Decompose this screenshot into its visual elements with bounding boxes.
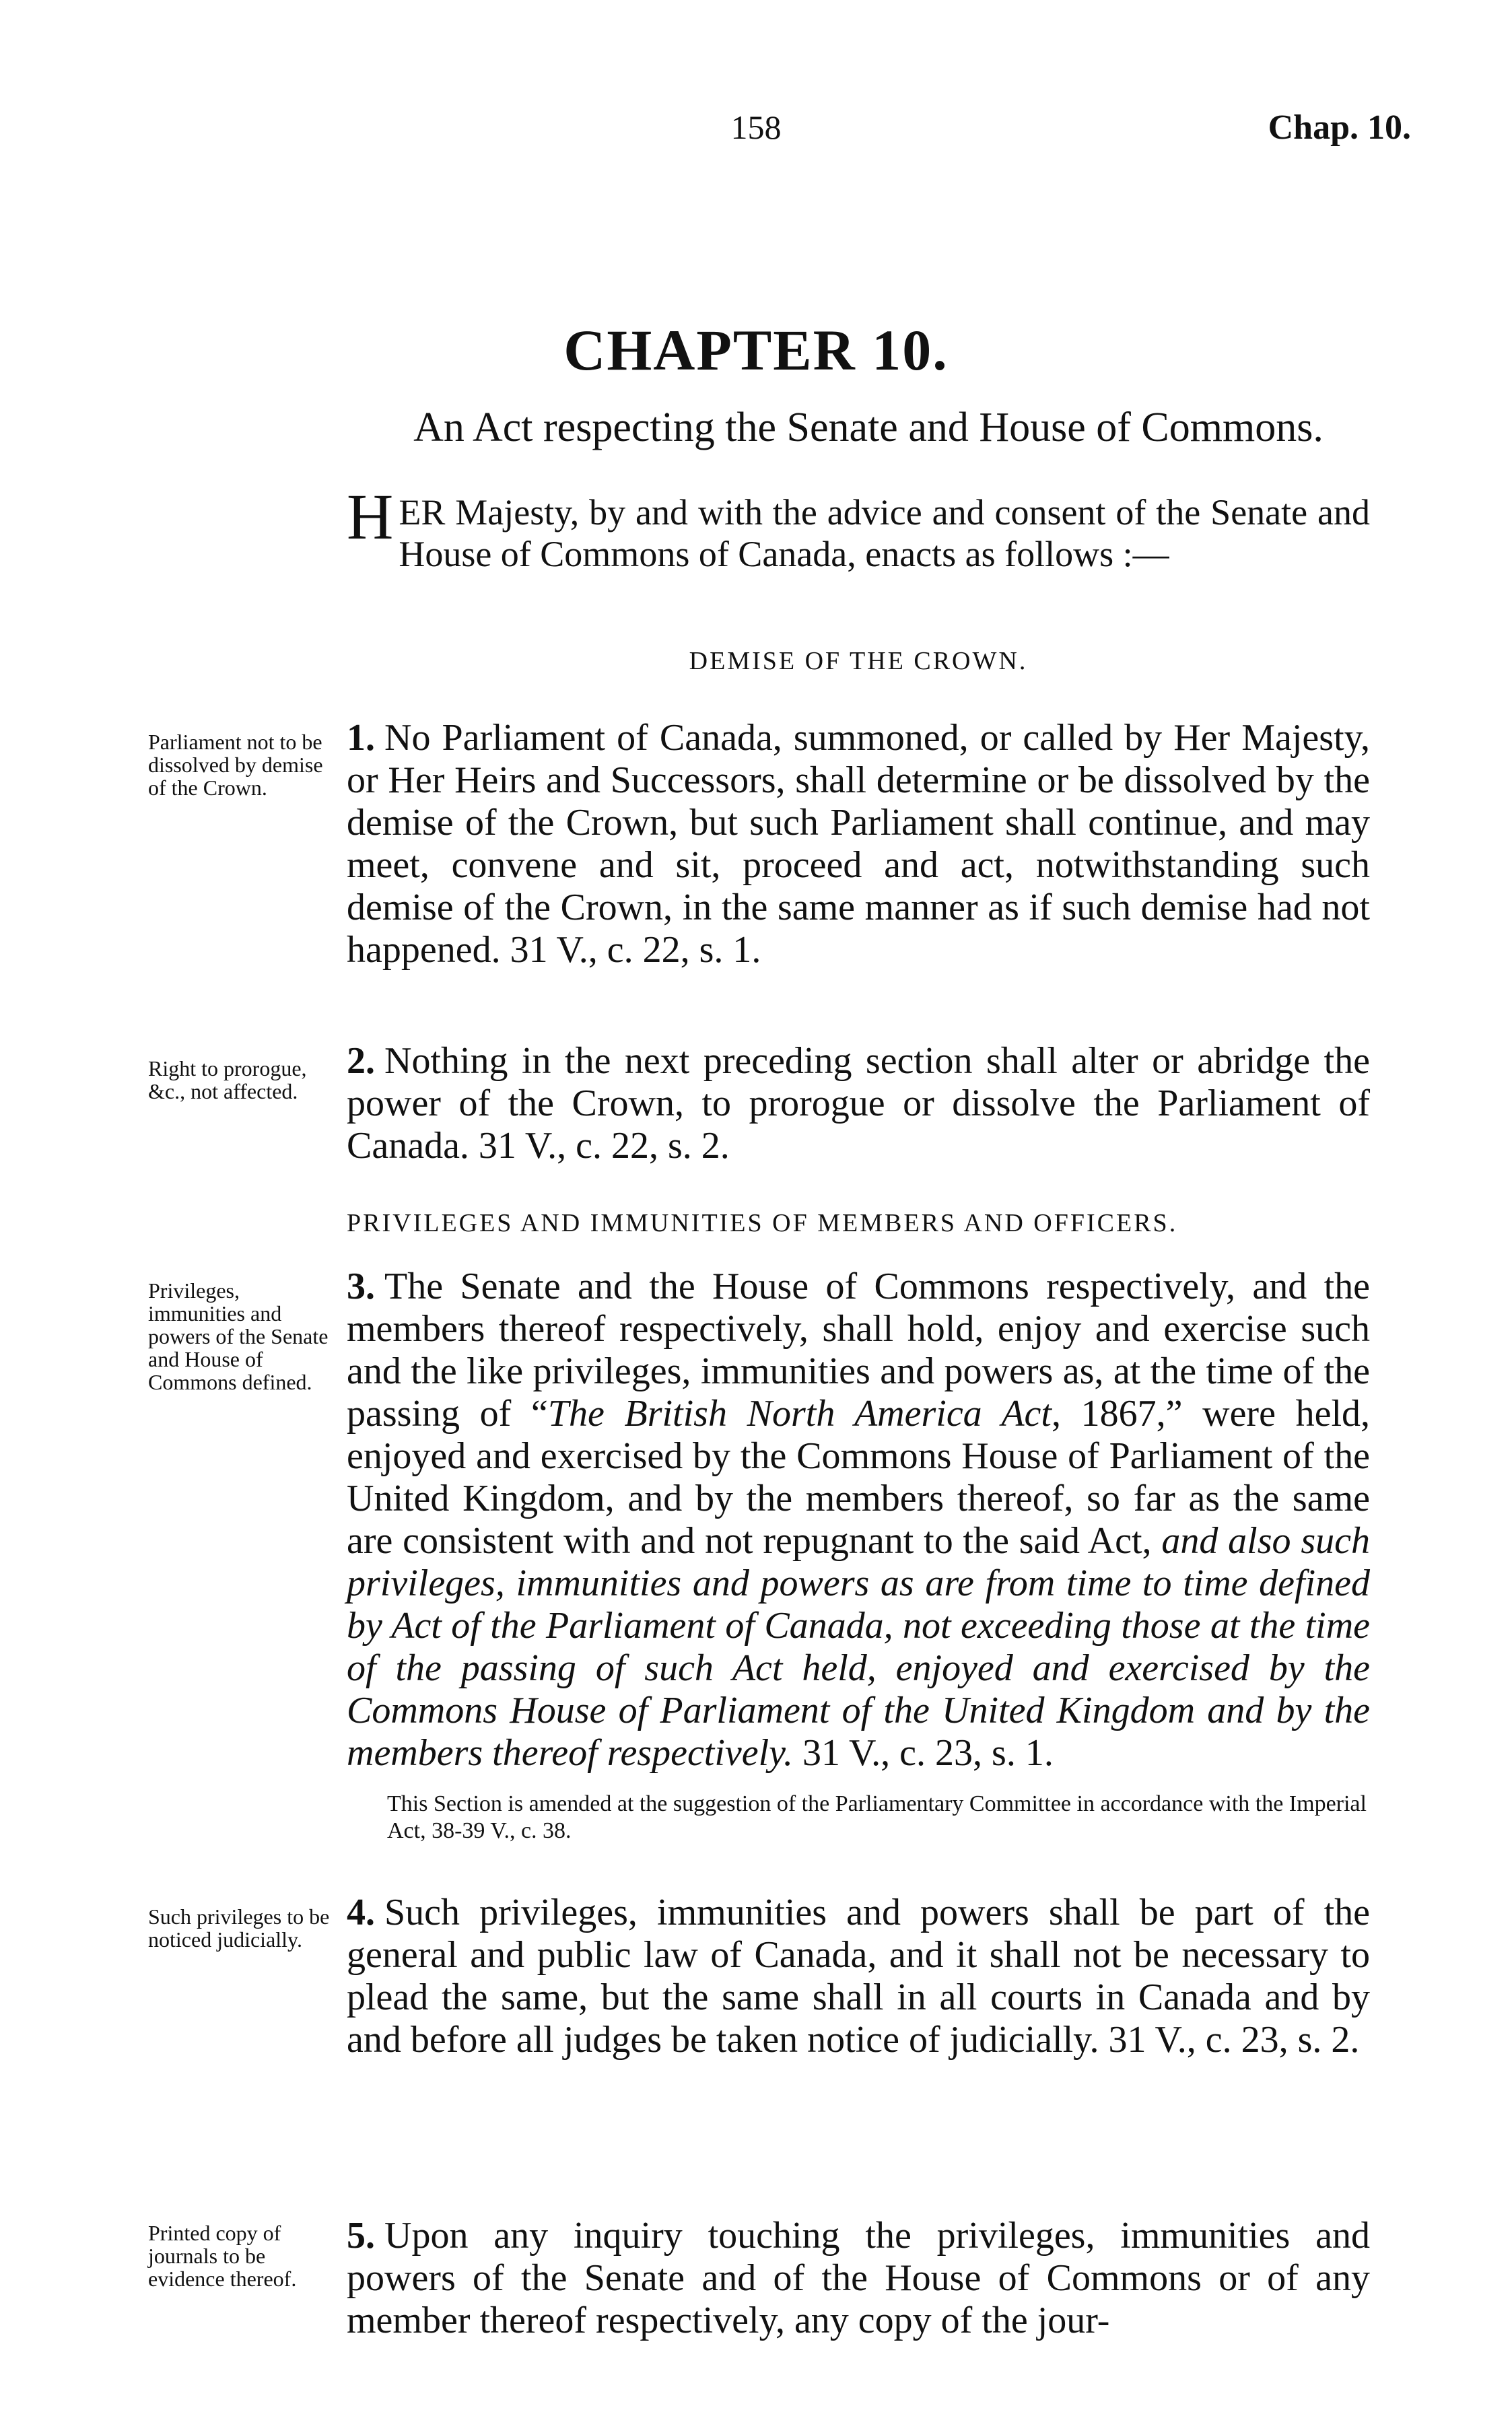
section-number: 3.	[347, 1266, 375, 1307]
dropcap: H	[347, 481, 394, 553]
footnote: This Section is amended at the suggestion of the Parliamentary Committee in accordance with the Imperial Act, 38-39 V., c. 38.	[387, 1791, 1367, 1843]
section-text: The Senate and the House of Commons respectively, and the members thereof respectively, shall hold, enjoy and exercise such and the like privileges, immunities and powers as, at the time of the passing of “	[347, 1266, 1370, 1435]
margin-note: Printed copy of journals to be evidence thereof.	[148, 2221, 297, 2291]
act-title: An Act respecting the Senate and House of Commons.	[413, 405, 1324, 450]
section-text-italic: and also such privileges, immunities and powers as are from time to time defined by Act of the Parliament of Canada, not exceeding those at the time of the passing of such Act held, enjoyed and exercised by the Commons House of Parliament of the United Kingdom and by the members thereof respectively.	[347, 1520, 1370, 1774]
section-citation: 31 V., c. 23, s. 1.	[792, 1732, 1054, 1774]
section-5	[347, 2215, 1370, 2342]
section-text: Such privileges, immunities and powers shall be part of the general and public law of Canada, and it shall not be necessary to plead the same, but the same shall in all courts in Canada and by and before all judges be taken notice of judicially. 31 V., c. 23, s. 2.	[347, 1892, 1370, 2061]
margin-note: Right to prorogue, &c., not affected.	[148, 1056, 307, 1103]
section-2	[347, 1040, 1370, 1167]
section-3	[347, 1266, 1370, 1775]
act-name: The British North America Act	[547, 1393, 1052, 1435]
section-number: 4.	[347, 1892, 375, 1933]
section-number: 1.	[347, 717, 375, 759]
section-text: Nothing in the next preceding section shall alter or abridge the power of the Crown, to prorogue or dissolve the Parliament of Canada. 31 V., c. 22, s. 2.	[347, 1040, 1370, 1167]
page-number: 158	[730, 108, 782, 146]
section-text: No Parliament of Canada, summoned, or called by Her Majesty, or Her Heirs and Successors, shall determine or be dissolved by the demise of the Crown, but such Parliament shall continue, and may meet, convene and sit, proceed and act, notwithstanding such demise of the Crown, in the same manner as if such demise had not happened. 31 V., c. 22, s. 1.	[347, 717, 1370, 971]
margin-note: Such privileges to be noticed judicially.	[148, 1904, 330, 1952]
section-number: 5.	[347, 2215, 375, 2257]
chapter-title: CHAPTER 10.	[563, 318, 949, 382]
section-heading-privileges: PRIVILEGES AND IMMUNITIES OF MEMBERS AND OFFICERS.	[347, 1209, 1178, 1237]
section-text: Upon any inquiry touching the privileges, immunities and powers of the Senate and of the House of Commons or of any member thereof respectively, any copy of the jour-	[347, 2215, 1370, 2341]
section-1	[347, 717, 1370, 971]
enacting-text: ER Majesty, by and with the advice and consent of the Senate and House of Commons of Canada, enacts as follows :—	[399, 492, 1370, 574]
enacting-clause	[347, 481, 1370, 575]
margin-note: Parliament not to be dissolved by demise of the Crown.	[148, 730, 323, 800]
section-number: 2.	[347, 1040, 375, 1082]
section-4	[347, 1892, 1370, 2061]
section-heading-demise: DEMISE OF THE CROWN.	[689, 647, 1028, 675]
section-text: , 1867,” were held, enjoyed and exercised by the Commons House of Parliament of the United Kingdom, and by the members thereof, so far as the same are consistent with and not repugnant to the said Act,	[347, 1393, 1370, 1562]
margin-note: Privileges, immunities and powers of the Senate and House of Commons defined.	[148, 1278, 329, 1394]
running-head: Chap. 10.	[1268, 108, 1411, 147]
